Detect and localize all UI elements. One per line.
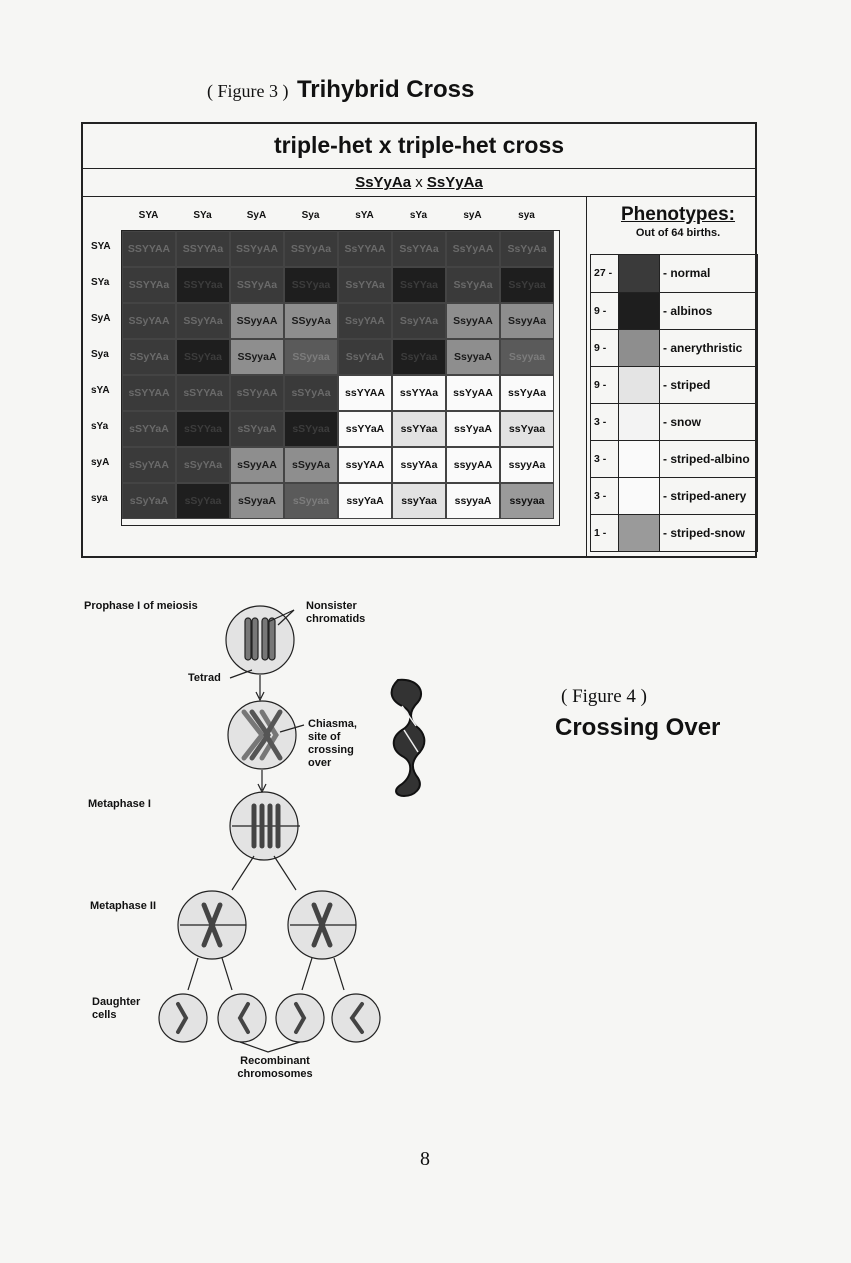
punnett-cell: ssyYaa <box>392 483 446 519</box>
punnett-cell: ssYyAa <box>500 375 554 411</box>
punnett-cell: sSyyAA <box>230 447 284 483</box>
figure3-label: ( Figure 3 ) <box>207 81 289 101</box>
tetrad-pointer <box>230 670 252 678</box>
figure4-caption <box>555 686 720 742</box>
punnett-cell: sSYYaa <box>176 411 230 447</box>
punnett-cell: SSYyAa <box>284 231 338 267</box>
phenotype-label: - normal <box>663 266 711 280</box>
punnett-cell: sSYyaA <box>230 411 284 447</box>
parent-genotype-1: SsYyAa <box>355 174 412 191</box>
metaphase1-label: Metaphase I <box>88 798 151 810</box>
punnett-cell: Ssyyaa <box>500 339 554 375</box>
punnett-cell: SsyYaA <box>338 339 392 375</box>
punnett-cell: ssyyAa <box>500 447 554 483</box>
punnett-cell: SsyyAA <box>446 303 500 339</box>
phenotype-label: - striped-snow <box>663 526 746 540</box>
punnett-row-header: sYA <box>91 385 110 396</box>
phenotype-table <box>590 254 758 552</box>
punnett-column-header: sya <box>518 210 535 221</box>
chromosome-photo <box>392 680 425 796</box>
punnett-cell: ssyyaa <box>500 483 554 519</box>
punnett-cell: SSyYaa <box>176 339 230 375</box>
punnett-cell: SSyyAA <box>230 303 284 339</box>
subtitle-divider <box>83 196 755 197</box>
punnett-cell: SSYYAa <box>122 267 176 303</box>
punnett-cell: SsYyaa <box>500 267 554 303</box>
punnett-cell: SsyYAA <box>338 303 392 339</box>
punnett-cell: SSyyAa <box>284 303 338 339</box>
punnett-column-header: Sya <box>301 210 320 221</box>
daughter-cell-1 <box>159 994 207 1042</box>
chiasma-label: Chiasma, site of crossing over <box>308 718 357 769</box>
punnett-cell: sSyYAa <box>176 447 230 483</box>
punnett-row-header: SyA <box>91 313 111 324</box>
punnett-cell: SSYyaa <box>284 267 338 303</box>
phenotype-row <box>591 477 757 514</box>
phenotype-count: 1 - <box>594 527 607 539</box>
punnett-cell: SsyYaa <box>392 339 446 375</box>
daughter-cell-4 <box>332 994 380 1042</box>
punnett-column-header: SyA <box>246 210 267 221</box>
recombinant-bracket <box>240 1042 300 1052</box>
daughter-cell-3 <box>276 994 324 1042</box>
punnett-cell: SsYYAA <box>338 231 392 267</box>
nonsister-label: Nonsister chromatids <box>306 600 366 625</box>
punnett-cell: SsYYAa <box>338 267 392 303</box>
punnett-cell: ssyYAA <box>338 447 392 483</box>
punnett-cell: ssYYAA <box>338 375 392 411</box>
punnett-cell: sSYyAa <box>284 375 338 411</box>
phenotype-row <box>591 440 757 477</box>
figure4-title: Crossing Over <box>555 714 721 741</box>
phenotype-label: - anerythristic <box>663 341 743 355</box>
phenotype-row <box>591 329 757 366</box>
figure4-label: ( Figure 4 ) <box>561 686 648 707</box>
punnett-cell: ssyYaA <box>338 483 392 519</box>
phenotype-count: 27 - <box>594 267 613 279</box>
punnett-cell: ssYyaA <box>446 411 500 447</box>
title-divider <box>83 168 755 169</box>
figure3-title: Trihybrid Cross <box>296 76 475 103</box>
punnett-column-header: SYa <box>193 210 212 221</box>
punnett-cell: ssyYAa <box>392 447 446 483</box>
punnett-cell: SSYYAa <box>176 231 230 267</box>
phenotypes-title: Phenotypes: <box>620 204 736 225</box>
punnett-cell: ssYyAA <box>446 375 500 411</box>
punnett-row-header: sYa <box>91 421 109 432</box>
punnett-column-header: SYA <box>138 210 159 221</box>
punnett-cell: SSyYAa <box>122 339 176 375</box>
tetrad-label: Tetrad <box>188 672 221 684</box>
phenotype-row <box>591 403 757 440</box>
phenotype-count: 3 - <box>594 453 607 465</box>
punnett-column-header: syA <box>463 210 482 221</box>
punnett-cell: SsyyAa <box>500 303 554 339</box>
punnett-cell: SsYyAa <box>500 231 554 267</box>
punnett-cell: SsYyAA <box>446 231 500 267</box>
parent-genotype-2: SsYyAa <box>426 174 483 191</box>
cross-symbol: x <box>415 174 423 191</box>
phenotype-label: - striped <box>663 378 711 392</box>
phenotype-swatch <box>618 441 660 477</box>
phenotype-swatch <box>618 367 660 403</box>
punnett-cell: sSyYaa <box>176 483 230 519</box>
phenotypes-header <box>598 204 758 239</box>
phenotype-swatch <box>618 515 660 551</box>
punnett-cell: SSYyAA <box>230 231 284 267</box>
phenotype-swatch <box>618 478 660 514</box>
phenotype-row <box>591 514 757 551</box>
page-number: 8 <box>420 1148 430 1170</box>
punnett-cell: ssYYaa <box>392 411 446 447</box>
punnett-cell: SSYYAA <box>122 231 176 267</box>
punnett-row-header: syA <box>91 457 110 468</box>
phenotype-row <box>591 292 757 329</box>
punnett-cell: sSYYAA <box>122 375 176 411</box>
metaphase2-label: Metaphase II <box>90 900 157 912</box>
phenotype-count: 3 - <box>594 490 607 502</box>
punnett-cell: SsYYAa <box>392 231 446 267</box>
punnett-cell: sSyYaA <box>122 483 176 519</box>
prophase-cell <box>226 606 294 674</box>
punnett-cell: sSYYaA <box>122 411 176 447</box>
phenotype-count: 3 - <box>594 416 607 428</box>
punnett-column-header: sYa <box>409 210 428 221</box>
punnett-cell: ssyyAA <box>446 447 500 483</box>
punnett-cell: SsyyaA <box>446 339 500 375</box>
punnett-cell: SSyYAA <box>122 303 176 339</box>
punnett-cell: SsYYaa <box>392 267 446 303</box>
phenotype-label: - albinos <box>663 304 713 318</box>
punnett-row-header: sya <box>91 493 108 504</box>
punnett-cell: SSYyAa <box>230 267 284 303</box>
punnett-cell: SsyYAa <box>392 303 446 339</box>
phenotype-swatch <box>618 255 660 292</box>
punnett-cell: sSyYAA <box>122 447 176 483</box>
punnett-cell: sSYyaa <box>284 411 338 447</box>
punnett-cell: sSyyaA <box>230 483 284 519</box>
figure3-caption <box>207 76 474 104</box>
panel-divider <box>586 196 587 558</box>
punnett-cell: SSyyaa <box>284 339 338 375</box>
punnett-cell: ssyyaA <box>446 483 500 519</box>
punnett-cell: sSYyAA <box>230 375 284 411</box>
punnett-cell: SsYyAa <box>446 267 500 303</box>
punnett-column-header: sYA <box>355 210 374 221</box>
phenotype-swatch <box>618 330 660 366</box>
phenotypes-subtitle: Out of 64 births. <box>635 227 721 239</box>
cross-box-title: triple-het x triple-het cross <box>273 132 565 158</box>
phenotype-label: - snow <box>663 415 701 429</box>
punnett-cell: ssYYaA <box>338 411 392 447</box>
phenotype-label: - striped-anery <box>663 489 747 503</box>
prophase-label: Prophase I of meiosis <box>84 600 198 612</box>
punnett-cell: SSyYAa <box>176 303 230 339</box>
punnett-cell: sSYYAa <box>176 375 230 411</box>
phenotype-label: - striped-albino <box>663 452 750 466</box>
recombinant-label: Recombinant chromosomes <box>237 1055 313 1080</box>
phenotype-swatch <box>618 293 660 329</box>
punnett-cell: SSyyaA <box>230 339 284 375</box>
phenotype-count: 9 - <box>594 342 607 354</box>
punnett-row-header: SYA <box>91 241 111 252</box>
punnett-cell: sSyyAa <box>284 447 338 483</box>
punnett-cell: ssYYAa <box>392 375 446 411</box>
punnett-row-header: SYa <box>91 277 110 288</box>
trihybrid-cross-box <box>81 122 757 558</box>
phenotype-count: 9 - <box>594 305 607 317</box>
phenotype-swatch <box>618 404 660 440</box>
daughter-cells-label: Daughter cells <box>92 996 141 1021</box>
punnett-cell: sSyyaa <box>284 483 338 519</box>
punnett-row-header: Sya <box>91 349 109 360</box>
phenotype-row <box>591 255 757 292</box>
punnett-square <box>121 230 560 526</box>
phenotype-row <box>591 366 757 403</box>
punnett-cell: SSYYaa <box>176 267 230 303</box>
punnett-cell: ssYyaa <box>500 411 554 447</box>
meiosis-diagram <box>80 590 460 1060</box>
cross-subtitle <box>83 174 755 191</box>
phenotype-count: 9 - <box>594 379 607 391</box>
